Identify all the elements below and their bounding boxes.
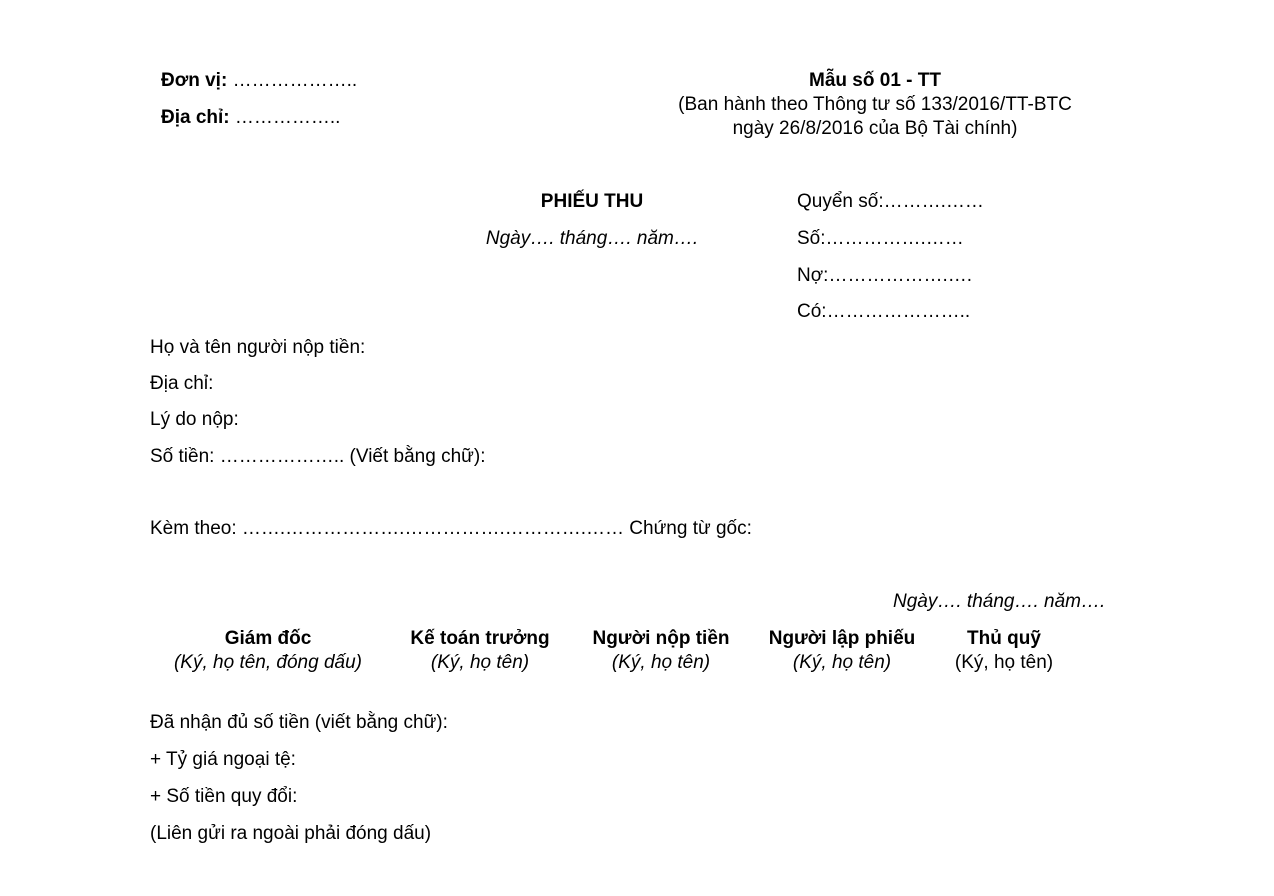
- header-address-label: Địa chỉ:: [161, 107, 230, 128]
- unit-label: Đơn vị:: [161, 70, 228, 91]
- signature-note: (Ký, họ tên): [430, 652, 530, 673]
- signature-note: (Ký, họ tên): [611, 652, 711, 673]
- received-amount-field: Đã nhận đủ số tiền (viết bằng chữ):: [150, 712, 448, 733]
- signature-cashier: [940, 627, 1068, 675]
- signature-preparer: [753, 627, 931, 675]
- attached-documents-field: Kèm theo: …….……………….…………….………….…… Chứng từ gốc:: [150, 518, 752, 539]
- signature-payer: [574, 627, 748, 675]
- signature-title: Người nộp tiền: [592, 628, 730, 649]
- signature-note: (Ký, họ tên): [954, 652, 1054, 673]
- document-title: PHIẾU THU: [540, 191, 644, 212]
- unit-value: ………………..: [232, 70, 358, 91]
- amount-field: Số tiền: ……………….. (Viết bằng chữ):: [150, 446, 486, 467]
- payer-name-field: Họ và tên người nộp tiền:: [150, 337, 366, 358]
- header-address-line: [161, 106, 340, 130]
- converted-amount-field: + Số tiền quy đổi:: [150, 786, 298, 807]
- signature-note: (Ký, họ tên, đóng dấu): [173, 652, 362, 673]
- title-date: Ngày…. tháng…. năm….: [485, 228, 699, 249]
- exchange-rate-field: + Tỷ giá ngoại tệ:: [150, 749, 296, 770]
- credit-account: Có:…………………..: [797, 301, 971, 322]
- debit-account: Nợ:……………….….: [797, 265, 973, 286]
- signature-title: Giám đốc: [224, 628, 312, 649]
- form-code: Mẫu số 01 - TT: [809, 70, 941, 91]
- signature-chief-accountant: [392, 627, 568, 675]
- stamp-note: (Liên gửi ra ngoài phải đóng dấu): [150, 823, 432, 844]
- issued-line-2: ngày 26/8/2016 của Bộ Tài chính): [732, 118, 1018, 139]
- signature-director: [158, 627, 378, 675]
- book-number: Quyển số:……….……: [797, 191, 984, 212]
- voucher-number: Số:…………….……: [797, 228, 964, 249]
- reason-field: Lý do nộp:: [150, 409, 239, 430]
- sign-date: Ngày…. tháng…. năm….: [893, 591, 1106, 612]
- header-address-value: ……………..: [234, 107, 341, 128]
- unit-line: [161, 69, 357, 93]
- signature-title: Người lập phiếu: [768, 628, 916, 649]
- issued-line-1: (Ban hành theo Thông tư số 133/2016/TT-BTC: [678, 94, 1072, 115]
- signature-title: Thủ quỹ: [967, 628, 1041, 649]
- signature-note: (Ký, họ tên): [792, 652, 892, 673]
- payer-address-field: Địa chỉ:: [150, 373, 214, 394]
- signature-title: Kế toán trưởng: [410, 628, 550, 649]
